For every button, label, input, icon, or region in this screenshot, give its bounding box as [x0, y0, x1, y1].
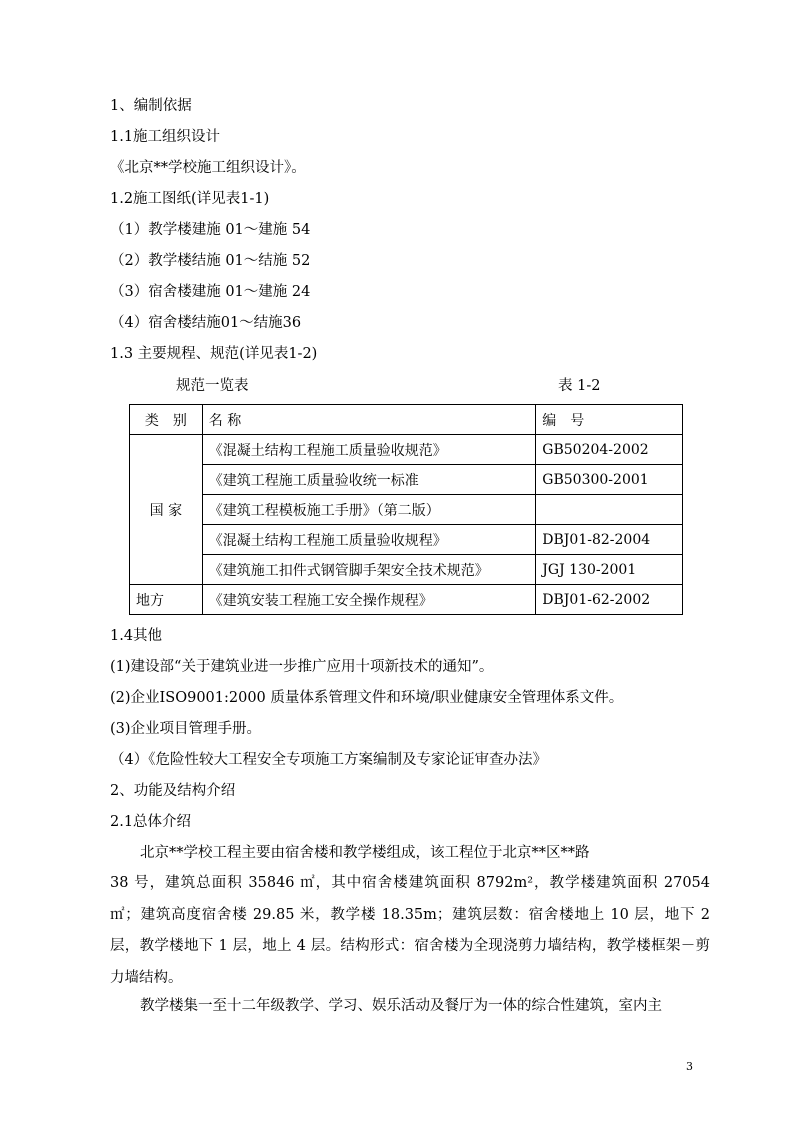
other-item: (3)企业项目管理手册。	[110, 721, 262, 737]
category-local: 地方	[130, 585, 203, 615]
section-2-1-heading: 2.1总体介绍	[110, 814, 192, 830]
standard-name: 《混凝土结构工程施工质量验收规范》	[202, 435, 536, 465]
teaching-building-paragraph: 教学楼集一至十二年级教学、学习、娱乐活动及餐厅为一体的综合性建筑，室内主	[140, 998, 662, 1014]
table-row	[130, 525, 683, 555]
table-row	[130, 585, 683, 615]
standard-code	[536, 495, 683, 525]
section-1-2-heading: 1.2施工图纸(详见表1-1)	[110, 191, 270, 207]
standards-table	[129, 404, 683, 615]
standard-code: DBJ01-82-2004	[536, 525, 683, 555]
overview-paragraph-line1: 北京**学校工程主要由宿舍楼和教学楼组成，该工程位于北京**区**路	[140, 845, 590, 861]
other-item: (2)企业ISO9001:2000 质量体系管理文件和环境/职业健康安全管理体系文件。	[110, 690, 624, 706]
drawing-item: （1）教学楼建施 01～建施 54	[110, 222, 311, 238]
table-row	[130, 465, 683, 495]
standard-name: 《建筑工程模板施工手册》（第二版）	[202, 495, 536, 525]
other-item: （4）《危险性较大工程安全专项施工方案编制及专家论证审查办法》	[110, 752, 547, 768]
section-2-heading: 2、功能及结构介绍	[110, 783, 236, 799]
construction-design-title: 《北京**学校施工组织设计》。	[110, 160, 306, 176]
other-item: (1)建设部“关于建筑业进一步推广应用十项新技术的通知”。	[110, 659, 494, 675]
drawing-item: （3）宿舍楼建施 01～建施 24	[110, 284, 311, 300]
section-1-1-heading: 1.1施工组织设计	[110, 129, 221, 145]
standard-code: JGJ 130-2001	[536, 555, 683, 585]
standard-code: DBJ01-62-2002	[536, 585, 683, 615]
section-1-heading: 1、编制依据	[110, 98, 192, 114]
section-1-4-heading: 1.4其他	[110, 628, 163, 644]
table-row	[130, 495, 683, 525]
header-code: 编 号	[536, 405, 683, 435]
header-name: 名 称	[202, 405, 536, 435]
section-1-3-heading: 1.3 主要规程、规范(详见表1-2)	[110, 346, 318, 362]
table-header-row	[130, 405, 683, 435]
standard-code: GB50300-2001	[536, 465, 683, 495]
standard-code: GB50204-2002	[536, 435, 683, 465]
overview-paragraph: 38 号，建筑总面积 35846 ㎡，其中宿舍楼建筑面积 8792m²，教学楼建筑面积 27054 ㎡；建筑高度宿舍楼 29.85 米，教学楼 18.35m；建筑层数：宿舍楼地上 10 层，地下 2 层，教学楼地下 1 层，地上 4 层。结构形式：宿舍楼为全现浇剪力墙结构，教学楼框架－剪力墙结构。	[110, 875, 710, 986]
table-number: 表 1-2	[558, 378, 601, 394]
table-row	[130, 555, 683, 585]
table-caption: 规范一览表	[176, 378, 249, 394]
standard-name: 《建筑施工扣件式钢管脚手架安全技术规范》	[202, 555, 536, 585]
header-category: 类 别	[130, 405, 203, 435]
category-national: 国 家	[130, 435, 203, 585]
standard-name: 《建筑工程施工质量验收统一标准	[202, 465, 536, 495]
drawing-item: （4）宿舍楼结施01～结施36	[110, 315, 302, 331]
drawing-item: （2）教学楼结施 01～结施 52	[110, 253, 311, 269]
table-row	[130, 435, 683, 465]
standard-name: 《混凝土结构工程施工质量验收规程》	[202, 525, 536, 555]
page-number: 3	[686, 1060, 693, 1073]
standard-name: 《建筑安装工程施工安全操作规程》	[202, 585, 536, 615]
